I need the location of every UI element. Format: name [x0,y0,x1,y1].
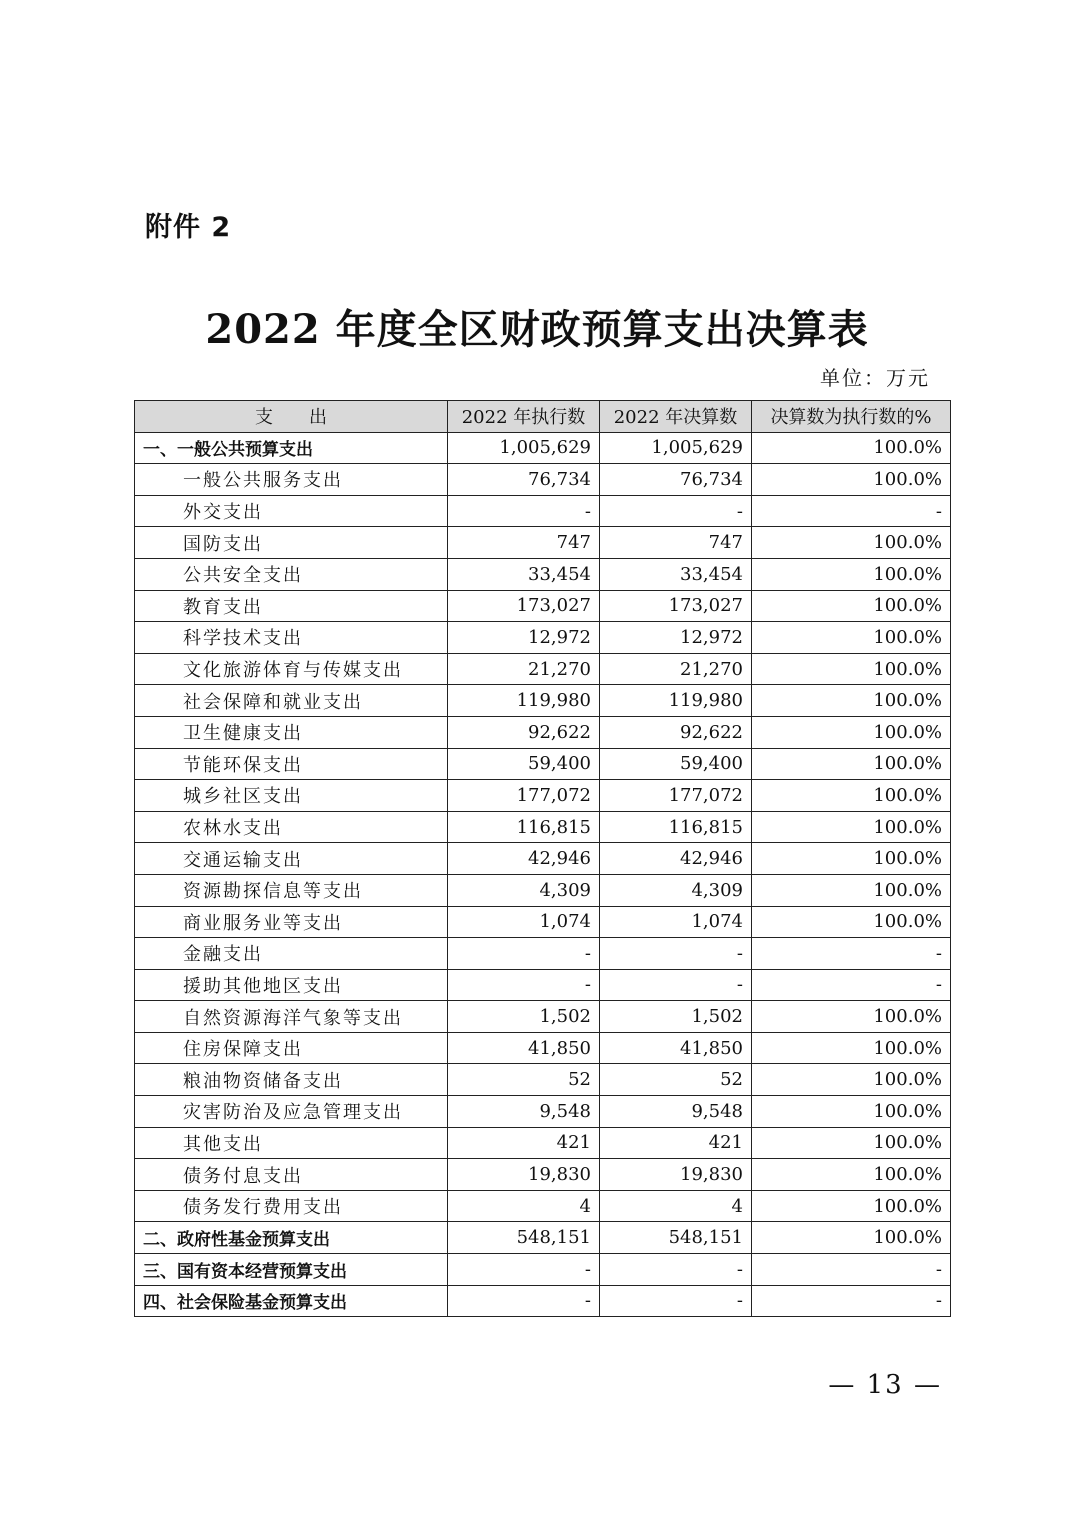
row-executed-cell: 1,074 [448,906,600,938]
table-header-row [135,401,951,433]
row-pct-cell: 100.0% [752,558,951,590]
row-name-cell: 城乡社区支出 [135,780,448,812]
row-final-cell: 1,074 [600,906,752,938]
table-row [135,495,951,527]
row-name-cell: 国防支出 [135,527,448,559]
table-row [135,527,951,559]
row-executed-cell: 4,309 [448,874,600,906]
row-pct-cell: 100.0% [752,780,951,812]
table-row [135,1096,951,1128]
row-pct-cell: 100.0% [752,1064,951,1096]
row-final-cell: - [600,1285,752,1317]
header-final-2022: 2022 年决算数 [600,401,752,433]
row-final-cell: 12,972 [600,622,752,654]
table-row [135,653,951,685]
row-executed-cell: 9,548 [448,1096,600,1128]
row-pct-cell: 100.0% [752,464,951,496]
row-final-cell: 1,502 [600,1001,752,1033]
row-name-cell: 一般公共服务支出 [135,464,448,496]
row-name-cell: 公共安全支出 [135,558,448,590]
row-pct-cell: 100.0% [752,527,951,559]
page-number: — 13 — [828,1370,942,1400]
row-final-cell: 52 [600,1064,752,1096]
row-pct-cell: 100.0% [752,590,951,622]
row-name-cell: 节能环保支出 [135,748,448,780]
row-executed-cell: 1,502 [448,1001,600,1033]
table-row [135,464,951,496]
row-executed-cell: 548,151 [448,1222,600,1254]
row-pct-cell: 100.0% [752,748,951,780]
row-name-cell: 金融支出 [135,938,448,970]
row-final-cell: 747 [600,527,752,559]
row-executed-cell: 19,830 [448,1159,600,1191]
row-final-cell: - [600,969,752,1001]
row-pct-cell: 100.0% [752,1159,951,1191]
row-final-cell: - [600,938,752,970]
row-pct-cell: - [752,495,951,527]
table-row [135,716,951,748]
row-final-cell: 1,005,629 [600,432,752,464]
table-row [135,969,951,1001]
row-name-cell: 外交支出 [135,495,448,527]
row-pct-cell: 100.0% [752,1032,951,1064]
row-executed-cell: 92,622 [448,716,600,748]
row-pct-cell: 100.0% [752,716,951,748]
row-final-cell: 9,548 [600,1096,752,1128]
row-pct-cell: 100.0% [752,432,951,464]
header-executed-2022: 2022 年执行数 [448,401,600,433]
row-name-cell: 卫生健康支出 [135,716,448,748]
row-final-cell: 33,454 [600,558,752,590]
row-executed-cell: - [448,1254,600,1286]
page-title: 2022 年度全区财政预算支出决算表 [205,306,869,353]
row-name-cell: 交通运输支出 [135,843,448,875]
table-row [135,622,951,654]
row-name-cell: 二、政府性基金预算支出 [135,1222,448,1254]
row-name-cell: 教育支出 [135,590,448,622]
table-row [135,780,951,812]
row-name-cell: 商业服务业等支出 [135,906,448,938]
row-name-cell: 四、社会保险基金预算支出 [135,1285,448,1317]
row-name-cell: 债务发行费用支出 [135,1190,448,1222]
row-name-cell: 科学技术支出 [135,622,448,654]
table-row [135,1001,951,1033]
category-row [135,1254,951,1286]
table-row [135,558,951,590]
table-row [135,1064,951,1096]
row-final-cell: 21,270 [600,653,752,685]
row-executed-cell: - [448,1285,600,1317]
category-row [135,1222,951,1254]
row-name-cell: 住房保障支出 [135,1032,448,1064]
table-row [135,874,951,906]
table-row [135,1032,951,1064]
row-executed-cell: 41,850 [448,1032,600,1064]
row-executed-cell: - [448,495,600,527]
row-pct-cell: 100.0% [752,1190,951,1222]
row-final-cell: 19,830 [600,1159,752,1191]
row-executed-cell: 76,734 [448,464,600,496]
row-name-cell: 自然资源海洋气象等支出 [135,1001,448,1033]
row-executed-cell: 177,072 [448,780,600,812]
row-final-cell: 41,850 [600,1032,752,1064]
header-final-vs-executed-pct: 决算数为执行数的% [752,401,951,433]
row-pct-cell: - [752,1254,951,1286]
row-name-cell: 一、一般公共预算支出 [135,432,448,464]
row-executed-cell: 119,980 [448,685,600,717]
row-name-cell: 援助其他地区支出 [135,969,448,1001]
row-pct-cell: 100.0% [752,1096,951,1128]
table-row [135,590,951,622]
row-pct-cell: 100.0% [752,811,951,843]
table-row [135,685,951,717]
row-executed-cell: 52 [448,1064,600,1096]
row-executed-cell: 12,972 [448,622,600,654]
row-final-cell: 4 [600,1190,752,1222]
row-name-cell: 资源勘探信息等支出 [135,874,448,906]
row-executed-cell: 421 [448,1127,600,1159]
row-executed-cell: 33,454 [448,558,600,590]
table-row [135,843,951,875]
row-pct-cell: 100.0% [752,1001,951,1033]
row-pct-cell: 100.0% [752,906,951,938]
row-pct-cell: - [752,1285,951,1317]
table-row [135,748,951,780]
row-name-cell: 债务付息支出 [135,1159,448,1191]
row-executed-cell: 173,027 [448,590,600,622]
row-pct-cell: - [752,969,951,1001]
row-executed-cell: 747 [448,527,600,559]
row-pct-cell: 100.0% [752,874,951,906]
row-name-cell: 粮油物资储备支出 [135,1064,448,1096]
table-row [135,1190,951,1222]
row-pct-cell: 100.0% [752,843,951,875]
row-final-cell: 177,072 [600,780,752,812]
row-final-cell: 116,815 [600,811,752,843]
unit-label: 单位：万元 [820,366,930,390]
row-pct-cell: 100.0% [752,685,951,717]
row-executed-cell: 1,005,629 [448,432,600,464]
row-final-cell: 76,734 [600,464,752,496]
row-executed-cell: 21,270 [448,653,600,685]
row-final-cell: 92,622 [600,716,752,748]
row-pct-cell: - [752,938,951,970]
table-row [135,1159,951,1191]
row-executed-cell: 116,815 [448,811,600,843]
table-row [135,811,951,843]
row-final-cell: 59,400 [600,748,752,780]
row-executed-cell: 42,946 [448,843,600,875]
row-final-cell: 173,027 [600,590,752,622]
row-name-cell: 社会保障和就业支出 [135,685,448,717]
row-final-cell: 119,980 [600,685,752,717]
budget-expenditure-table [134,400,951,1317]
table-row [135,906,951,938]
row-name-cell: 其他支出 [135,1127,448,1159]
row-final-cell: 421 [600,1127,752,1159]
row-final-cell: 4,309 [600,874,752,906]
row-final-cell: 548,151 [600,1222,752,1254]
row-executed-cell: 59,400 [448,748,600,780]
row-name-cell: 灾害防治及应急管理支出 [135,1096,448,1128]
row-pct-cell: 100.0% [752,622,951,654]
category-row [135,1285,951,1317]
attachment-label: 附件 2 [145,212,232,243]
row-final-cell: - [600,1254,752,1286]
row-executed-cell: 4 [448,1190,600,1222]
row-final-cell: - [600,495,752,527]
row-name-cell: 三、国有资本经营预算支出 [135,1254,448,1286]
row-name-cell: 农林水支出 [135,811,448,843]
row-executed-cell: - [448,938,600,970]
row-name-cell: 文化旅游体育与传媒支出 [135,653,448,685]
header-expenditure: 支 出 [135,401,448,433]
row-pct-cell: 100.0% [752,1127,951,1159]
row-pct-cell: 100.0% [752,1222,951,1254]
row-final-cell: 42,946 [600,843,752,875]
table-row [135,1127,951,1159]
table-row [135,938,951,970]
row-executed-cell: - [448,969,600,1001]
category-row [135,432,951,464]
row-pct-cell: 100.0% [752,653,951,685]
